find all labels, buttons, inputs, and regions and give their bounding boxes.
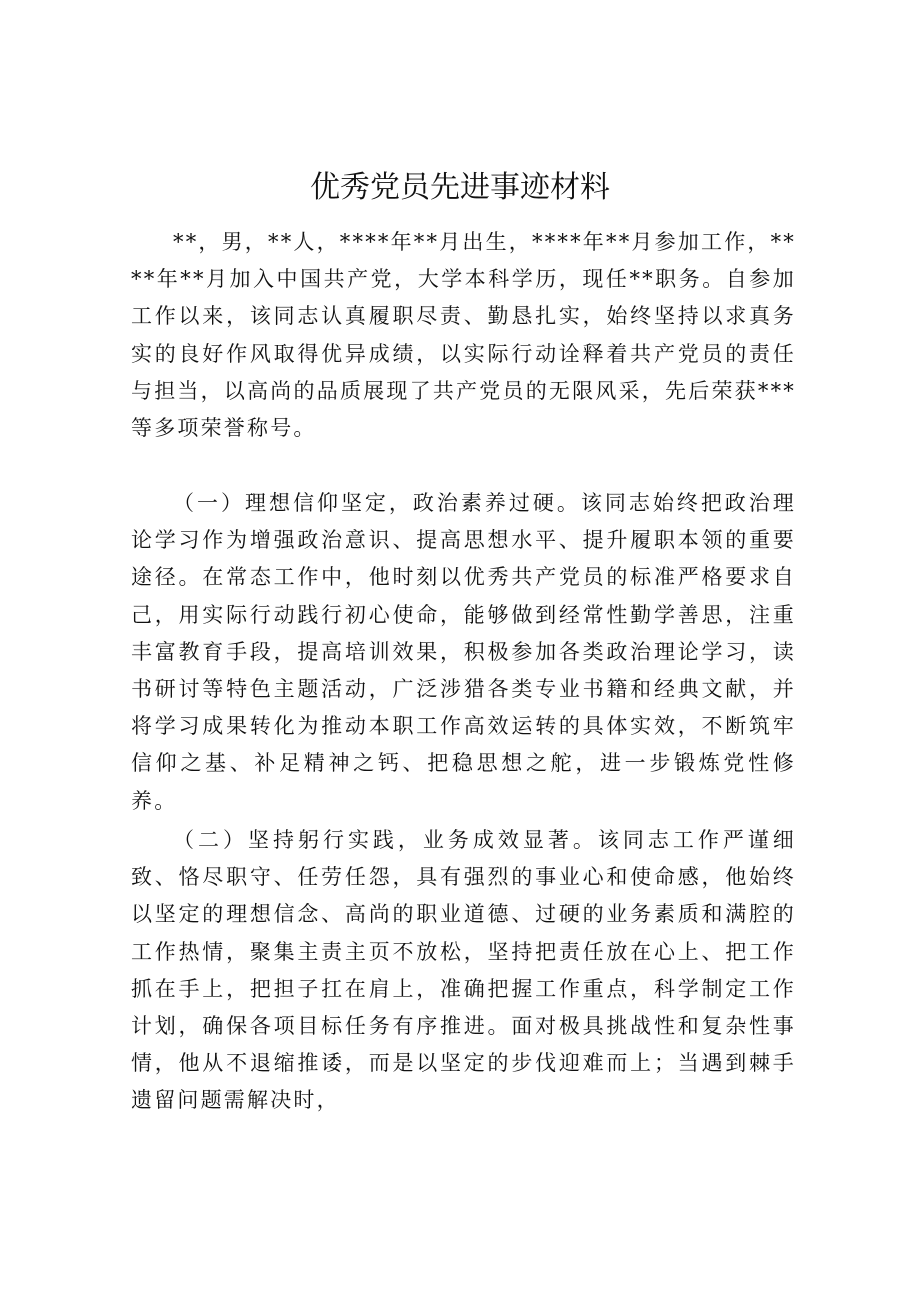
section-two-paragraph: （二）坚持躬行实践，业务成效显著。该同志工作严谨细致、恪尽职守、任劳任怨，具有强烈的事业心和使命感，他始终以坚定的理想信念、高尚的职业道德、过硬的业务素质和满腔的工作热情，聚集主责主页不放松，坚持把责任放在心上、把工作抓在手上，把担子扛在肩上，准确把握工作重点，科学制定工作计划，确保各项目标任务有序推进。面对极具挑战性和复杂性事情，他从不退缩推诿，而是以坚定的步伐迎难而上；当遇到棘手遗留问题需解决时， xyxy=(131,828,796,1113)
intro-paragraph: **，男，**人，****年**月出生，****年**月参加工作，****年**月加入中国共产党，大学本科学历，现任**职务。自参加工作以来，该同志认真履职尽责、勤恳扎实，始终坚持以求真务实的良好作风取得优异成绩，以实际行动诠释着共产党员的责任与担当，以高尚的品质展现了共产党员的无限风采，先后荣获***等多项荣誉称号。 xyxy=(131,230,796,441)
section-one-paragraph: （一）理想信仰坚定，政治素养过硬。该同志始终把政治理论学习作为增强政治意识、提高思想水平、提升履职本领的重要途径。在常态工作中，他时刻以优秀共产党员的标准严格要求自己，用实际行动践行初心使命，能够做到经常性勤学善思，注重丰富教育手段，提高培训效果，积极参加各类政治理论学习，读书研讨等特色主题活动，广泛涉猎各类专业书籍和经典文献，并将学习成果转化为推动本职工作高效运转的具体实效，不断筑牢信仰之基、补足精神之钙、把稳思想之舵，进一步锻炼党性修养。 xyxy=(131,491,796,813)
document-title: 优秀党员先进事迹材料 xyxy=(310,170,610,205)
